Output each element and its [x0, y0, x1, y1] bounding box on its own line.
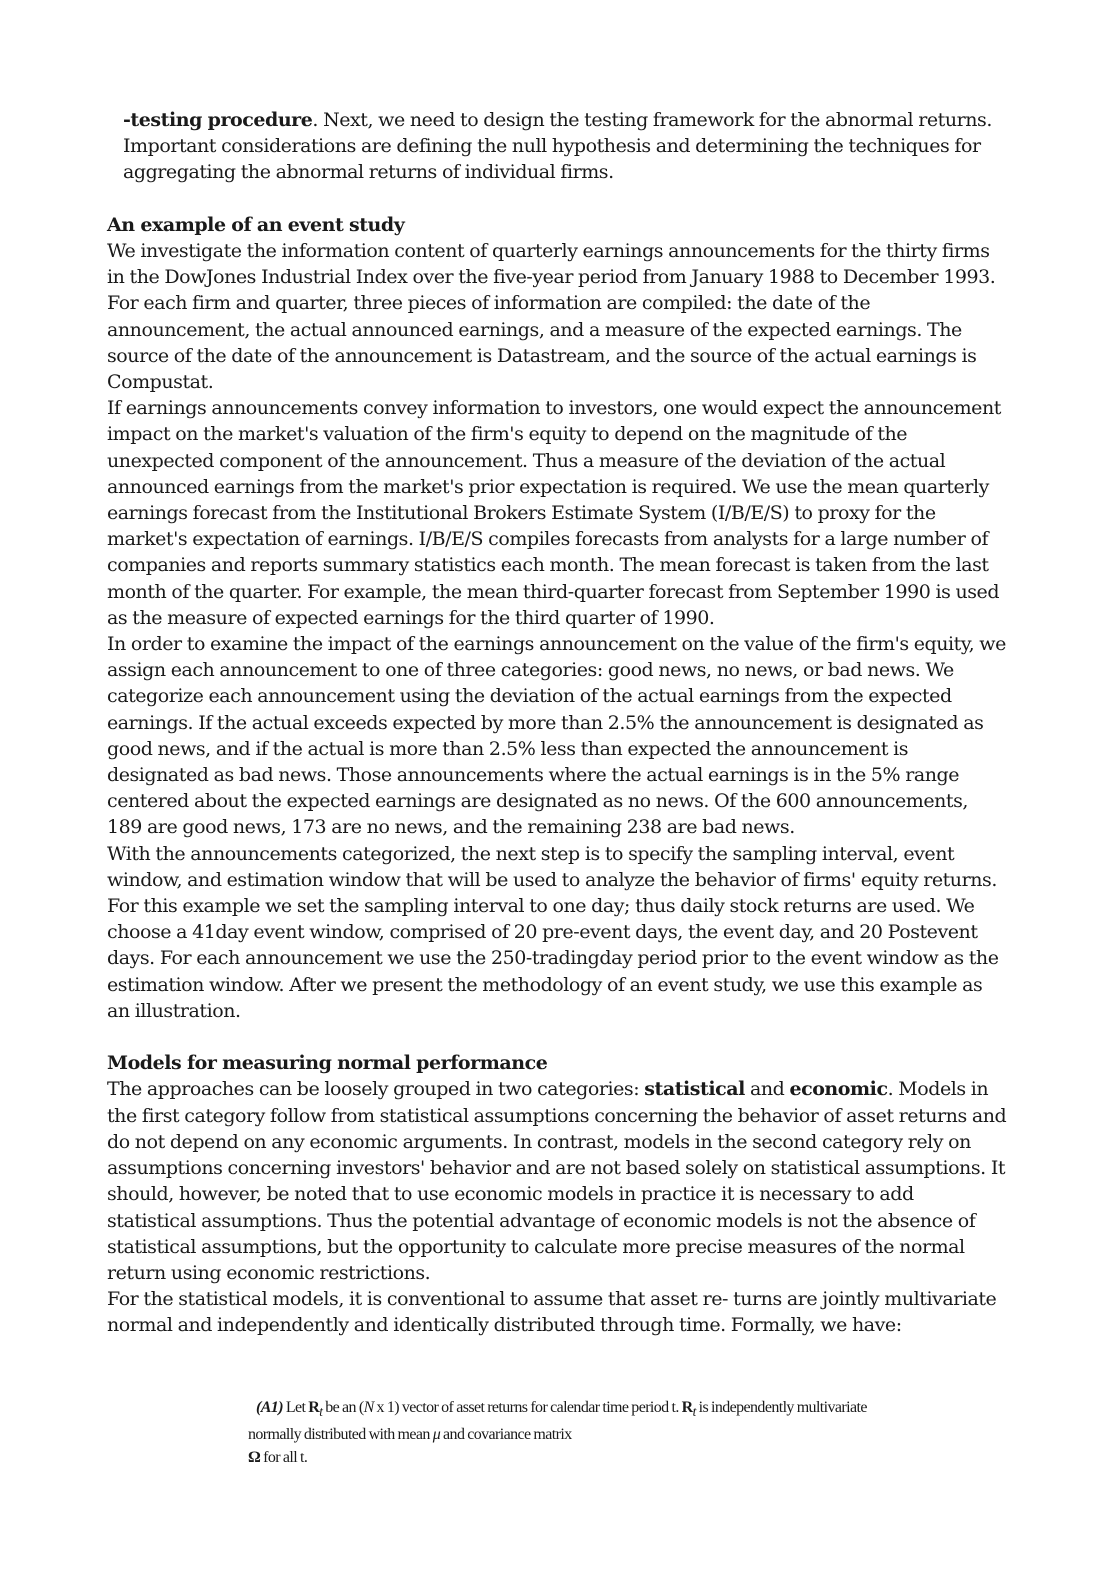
models-p1-rest: . Models in the first category follow from statistical assumptions concerning the behavior of asset returns and do not depend on any economic arguments. In contrast, models in the second category rely on assumptions concerning investors' behavior and are not based solely on statistical assumptions. It should, however, be noted that to use economic models in practice it is necessary to add statistical assumptions. Thus the potential advantage of economic models is not the absence of statistical assumptions, but the opportunity to calculate more precise measures of the normal return using economic restrictions. [107, 1078, 1007, 1284]
example-paragraph-4: With the announcements categorized, the next step is to specify the sampling interval, event window, and estimation window that will be used to analyze the behavior of firms' equity returns. For this example we set the sampling interval to one day; thus daily stock returns are used. We choose a 41day event window, comprised of 20 pre-event days, the event day, and 20 Postevent days. For each announcement we use the 250-tradingday period prior to the event window as the estimation window. After we present the methodology of an event study, we use this example as an illustration. [107, 842, 999, 1022]
assumption-text-6: for all t. [260, 1449, 308, 1467]
example-paragraph-2: If earnings announcements convey information to investors, one would expect the announcement impact on the market's valuation of the firm's equity to depend on the magnitude of the unexpected component of the announcement. Thus a measure of the deviation of the actual announced earnings from the market's prior expectation is required. We use the mean quarterly earnings forecast from the Institutional Brokers Estimate System (I/B/E/S) to proxy for the market's expectation of earnings. I/B/E/S compiles forecasts from analysts for a large number of companies and reports summary statistics each month. The mean forecast is taken from the last month of the quarter. For example, the mean third-quarter forecast from September 1990 is used as the measure of expected earnings for the third quarter of 1990. [107, 397, 1001, 629]
assumption-text-5: and covariance matrix [440, 1426, 572, 1444]
example-section-heading: An example of an event study [107, 213, 405, 236]
models-paragraph-2: For the statistical models, it is conventional to assume that asset re- turns are jointly multivariate normal and independently and identically distributed through time. Formally, we have: [107, 1288, 997, 1337]
assumption-text-1: Let [282, 1399, 309, 1416]
term-economic: economic [789, 1078, 888, 1101]
models-and-word: and [744, 1078, 790, 1101]
symbol-n: N [363, 1399, 374, 1416]
assumption-text-2: be an ( [322, 1399, 364, 1416]
assumption-text-4: is independently multivariate normally distributed with mean [248, 1399, 867, 1444]
example-paragraph-1: We investigate the information content of quarterly earnings announcements for the thirty firms in the DowJones Industrial Index over the five-year period from January 1988 to December 1993. For each firm and quarter, three pieces of information are compiled: the date of the announcement, the actual announced earnings, and a measure of the expected earnings. The source of the date of the announcement is Datastream, and the source of the actual earnings is Compustat. [107, 240, 996, 394]
document-body [107, 107, 1007, 1339]
paragraph-gap [107, 1024, 1007, 1050]
symbol-omega: Ω [248, 1449, 261, 1467]
subscript-t: t [319, 1404, 323, 1420]
assumption-tag: (A1) [256, 1399, 283, 1416]
paragraph-gap [107, 186, 1007, 212]
symbol-r-second: R [681, 1399, 693, 1416]
intro-text: . Next, we need to design the testing framework for the abnormal returns. Important considerations are defining the null hypothesis and determining the techniques for aggregating the abnormal returns of individual firms. [123, 109, 992, 184]
symbol-r: R [308, 1399, 320, 1416]
assumption-text-3: x 1) vector of asset returns for calendar time period t. [373, 1399, 682, 1416]
assumption-a1 [248, 1396, 868, 1469]
models-paragraph-1 [107, 1076, 1007, 1286]
models-section-heading: Models for measuring normal performance [107, 1052, 548, 1075]
subscript-t-second: t [692, 1404, 696, 1420]
models-p1-start: The approaches can be loosely grouped in two categories: [107, 1078, 645, 1101]
intro-paragraph [107, 107, 1007, 186]
term-statistical: statistical [644, 1078, 745, 1101]
symbol-mu: μ [432, 1426, 441, 1444]
intro-bold-term: -testing procedure [123, 109, 313, 131]
example-paragraph-3: In order to examine the impact of the earnings announcement on the value of the firm's equity, we assign each announcement to one of three categories: good news, no news, or bad news. We categorize each announcement using the deviation of the actual earnings from the expected earnings. If the actual exceeds expected by more than 2.5% the announcement is designated as good news, and if the actual is more than 2.5% less than expected the announcement is designated as bad news. Those announcements where the actual earnings is in the 5% range centered about the expected earnings are designated as no news. Of the 600 announcements, 189 are good news, 173 are no news, and the remaining 238 are bad news. [107, 633, 1006, 839]
